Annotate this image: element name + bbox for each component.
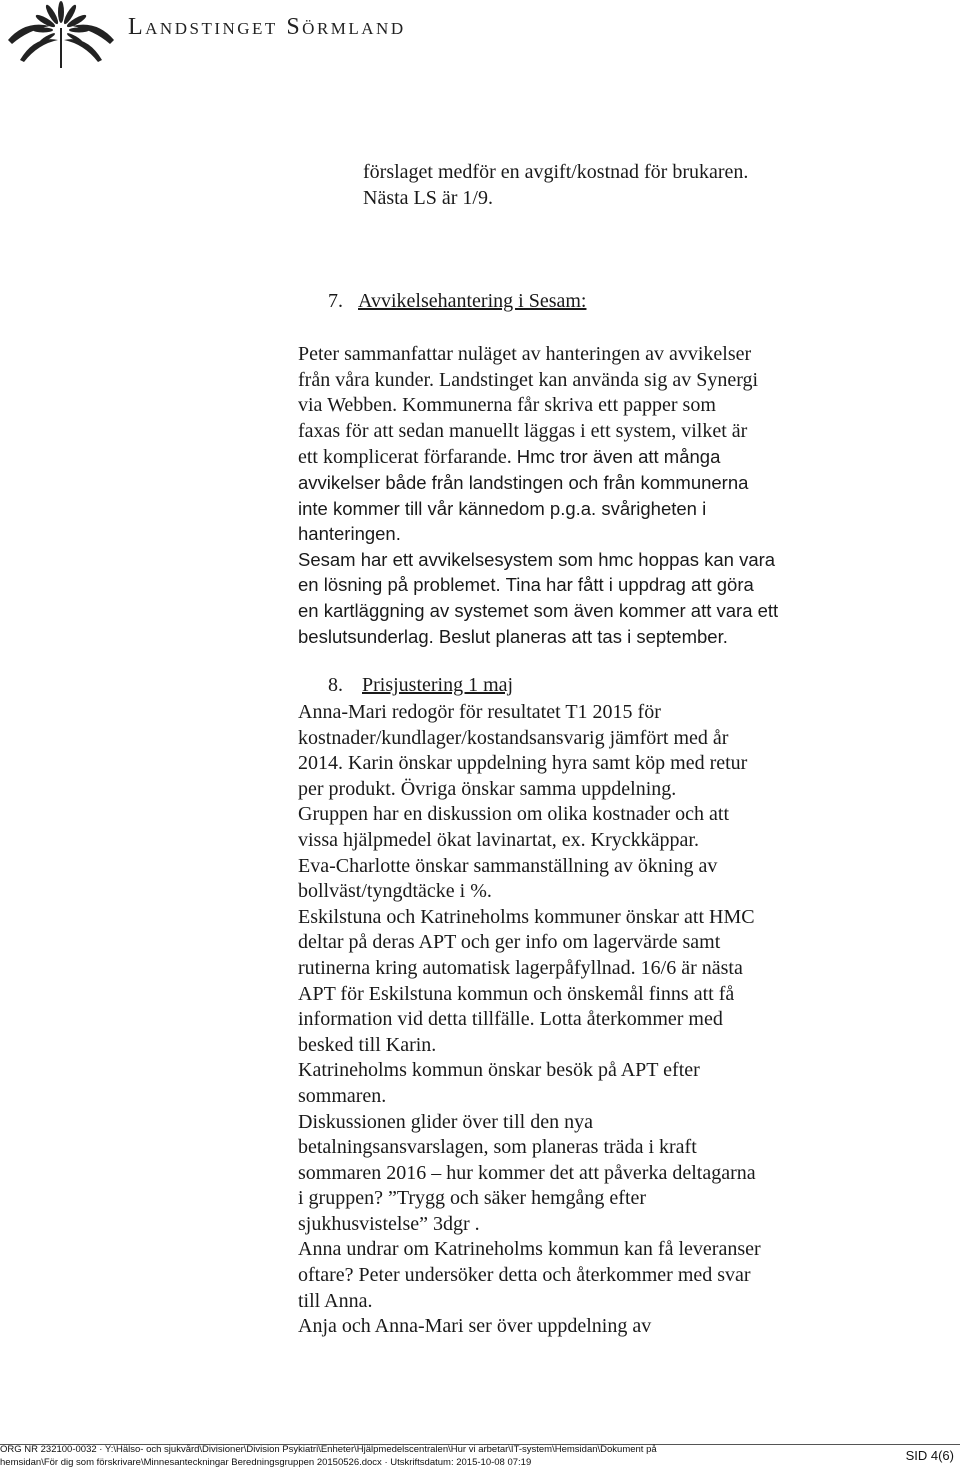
page-number: SID 4(6) bbox=[906, 1448, 954, 1463]
text-fragment: ett komplicerat förfarande. bbox=[298, 446, 512, 468]
section-number: 7. bbox=[328, 290, 343, 313]
text-fragment: en lösning på problemet. bbox=[298, 574, 501, 595]
page-header bbox=[0, 0, 960, 60]
text-line: faxas för att sedan manuellt läggas i ett system, vilket är bbox=[298, 419, 858, 445]
section-8-body bbox=[298, 700, 858, 1340]
text-line: inte kommer till vår kännedom p.g.a. svårigheten i bbox=[298, 496, 858, 522]
section-8-heading bbox=[328, 674, 513, 697]
text-line: sjukhusvistelse” 3dgr . bbox=[298, 1212, 858, 1238]
text-line: beslutsunderlag. Beslut planeras att tas i september. bbox=[298, 624, 858, 650]
text-line: Anna-Mari redogör för resultatet T1 2015 för bbox=[298, 700, 858, 726]
text-line bbox=[298, 444, 858, 470]
text-line: betalningsansvarslagen, som planeras träda i kraft bbox=[298, 1135, 858, 1161]
text-line: vissa hjälpmedel ökat lavinartat, ex. Kryckkäppar. bbox=[298, 828, 858, 854]
section-number: 8. bbox=[328, 674, 343, 697]
text-line: besked till Karin. bbox=[298, 1033, 858, 1059]
text-line: rutinerna kring automatisk lagerpåfyllnad. 16/6 är nästa bbox=[298, 956, 858, 982]
text-line: Sesam har ett avvikelsesystem som hmc hoppas kan vara bbox=[298, 547, 858, 573]
footer-line: ORG NR 232100-0032 · Y:\Hälso- och sjukvård\Divisioner\Division Psykiatri\Enheter\Hjälpmedelscentralen\Hur vi arbetar\IT-system\Hemsidan\Dokument på bbox=[0, 1444, 850, 1457]
page-footer bbox=[0, 1444, 850, 1469]
text-line: hanteringen. bbox=[298, 521, 858, 547]
text-line: Katrineholms kommun önskar besök på APT efter bbox=[298, 1058, 858, 1084]
section-title: Avvikelsehantering i Sesam: bbox=[358, 290, 586, 312]
text-line: sommaren. bbox=[298, 1084, 858, 1110]
text-line: Nästa LS är 1/9. bbox=[363, 186, 923, 212]
section-7-heading bbox=[328, 290, 586, 313]
text-fragment: Tina har fått i uppdrag att göra bbox=[506, 574, 754, 595]
text-line: 2014. Karin önskar uppdelning hyra samt köp med retur bbox=[298, 751, 858, 777]
text-line: förslaget medför en avgift/kostnad för brukaren. bbox=[363, 160, 923, 186]
text-line: APT för Eskilstuna kommun och önskemål finns att få bbox=[298, 982, 858, 1008]
text-line: till Anna. bbox=[298, 1289, 858, 1315]
text-line: från våra kunder. Landstinget kan använda sig av Synergi bbox=[298, 368, 858, 394]
text-line: via Webben. Kommunerna får skriva ett papper som bbox=[298, 393, 858, 419]
text-line: per produkt. Övriga önskar samma uppdelning. bbox=[298, 777, 858, 803]
text-line: en kartläggning av systemet som även kommer att vara ett bbox=[298, 598, 858, 624]
organization-name: Landstinget Sörmland bbox=[128, 14, 406, 41]
text-line: Anja och Anna-Mari ser över uppdelning av bbox=[298, 1314, 858, 1340]
landstinget-sormland-logo-icon bbox=[0, 0, 120, 70]
text-line: sommaren 2016 – hur kommer det att påverka deltagarna bbox=[298, 1161, 858, 1187]
text-line: avvikelser både från landstingen och från kommunerna bbox=[298, 470, 858, 496]
text-line: Gruppen har en diskussion om olika kostnader och att bbox=[298, 802, 858, 828]
text-line: Diskussionen glider över till den nya bbox=[298, 1110, 858, 1136]
text-line: oftare? Peter undersöker detta och återkommer med svar bbox=[298, 1263, 858, 1289]
text-line: i gruppen? ”Trygg och säker hemgång efter bbox=[298, 1186, 858, 1212]
text-line: deltar på deras APT och ger info om lagervärde samt bbox=[298, 930, 858, 956]
section-7-body bbox=[298, 342, 858, 649]
text-line: Eva-Charlotte önskar sammanställning av ökning av bbox=[298, 854, 858, 880]
text-line: Anna undrar om Katrineholms kommun kan få leveranser bbox=[298, 1237, 858, 1263]
intro-text bbox=[363, 160, 923, 211]
section-title: Prisjustering 1 maj bbox=[362, 674, 513, 696]
text-line: bollväst/tyngdtäcke i %. bbox=[298, 879, 858, 905]
text-line: kostnader/kundlager/kostandsansvarig jämfört med år bbox=[298, 726, 858, 752]
text-line: information vid detta tillfälle. Lotta återkommer med bbox=[298, 1007, 858, 1033]
text-line: Peter sammanfattar nuläget av hanteringen av avvikelser bbox=[298, 342, 858, 368]
footer-line: hemsidan\För dig som förskrivare\Minnesanteckningar Beredningsgruppen 20150526.docx · Utskriftsdatum: 2015-10-08 07:19 bbox=[0, 1457, 850, 1469]
text-line bbox=[298, 572, 858, 598]
text-line: Eskilstuna och Katrineholms kommuner önskar att HMC bbox=[298, 905, 858, 931]
text-fragment: Hmc tror även att många bbox=[517, 446, 721, 467]
